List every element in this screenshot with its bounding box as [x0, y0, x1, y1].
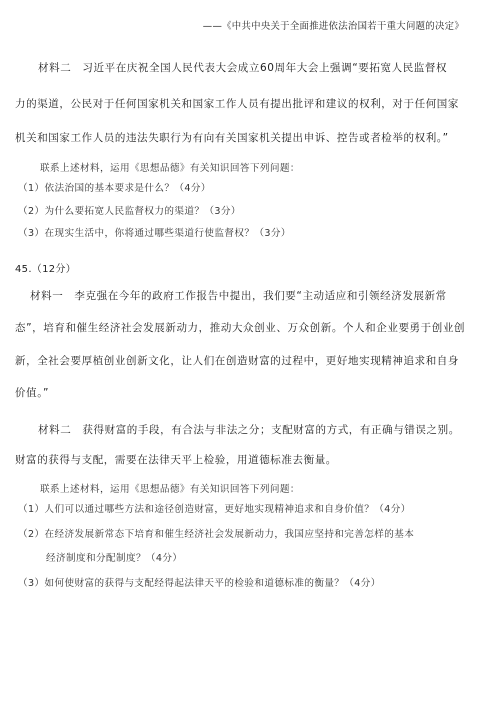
- question-item-continued: 经济制度和分配制度？（4分）: [46, 553, 183, 564]
- material-one-line: 新，全社会要厚植创业创新文化，让人们在创造财富的过程中，更好地实现精神追求和自身: [15, 355, 459, 367]
- material-two-line: 机关和国家工作人员的违法失职行为有向有关国家机关提出申诉、控告或者检举的权利。”: [15, 132, 449, 144]
- material-two-line: 财富的获得与支配，需要在法律天平上检验，用道德标准去衡量。: [15, 454, 337, 466]
- material-one-line: 价值。”: [15, 387, 50, 399]
- material-one-line: 材料一 李克强在今年的政府工作报告中提出，我们要“主动适应和引领经济发展新常: [30, 290, 447, 302]
- question-item: （2）在经济发展新常态下培育和催生经济社会发展新动力，我国应坚持和完善怎样的基本: [18, 529, 415, 540]
- question-item: （1）依法治国的基本要求是什么？（4分）: [18, 183, 211, 194]
- material-two-line: 力的渠道，公民对于任何国家机关和国家工作人员有提出批评和建议的权利，对于任何国家: [15, 98, 459, 110]
- material-one-line: 态”，培育和催生经济社会发展新动力，推动大众创业、万众创新。个人和企业要勇于创业创: [15, 322, 466, 334]
- question-prompt: 联系上述材料，运用《思想品德》有关知识回答下列问题：: [40, 163, 300, 174]
- question-item: （3）如何使财富的获得与支配经得起法律天平的检验和道德标准的衡量？（4分）: [18, 578, 381, 589]
- question-item: （2）为什么要拓宽人民监督权力的渠道？（3分）: [18, 206, 241, 217]
- question-item: （1）人们可以通过哪些方法和途径创造财富，更好地实现精神追求和自身价值？（4分）: [18, 504, 411, 515]
- question-prompt: 联系上述材料，运用《思想品德》有关知识回答下列问题：: [40, 484, 300, 495]
- source-citation: ——《中共中央关于全面推进依法治国若干重大问题的决定》: [202, 21, 464, 32]
- question-item: （3）在现实生活中，你将通过哪些渠道行使监督权？（3分）: [18, 228, 291, 239]
- material-two-line: 材料二 习近平在庆祝全国人民代表大会成立60周年大会上强调“要拓宽人民监督权: [38, 62, 448, 74]
- material-two-line: 材料二 获得财富的手段，有合法与非法之分；支配财富的方式，有正确与错误之别。: [38, 424, 460, 436]
- question-number: 45.（12分）: [15, 264, 77, 275]
